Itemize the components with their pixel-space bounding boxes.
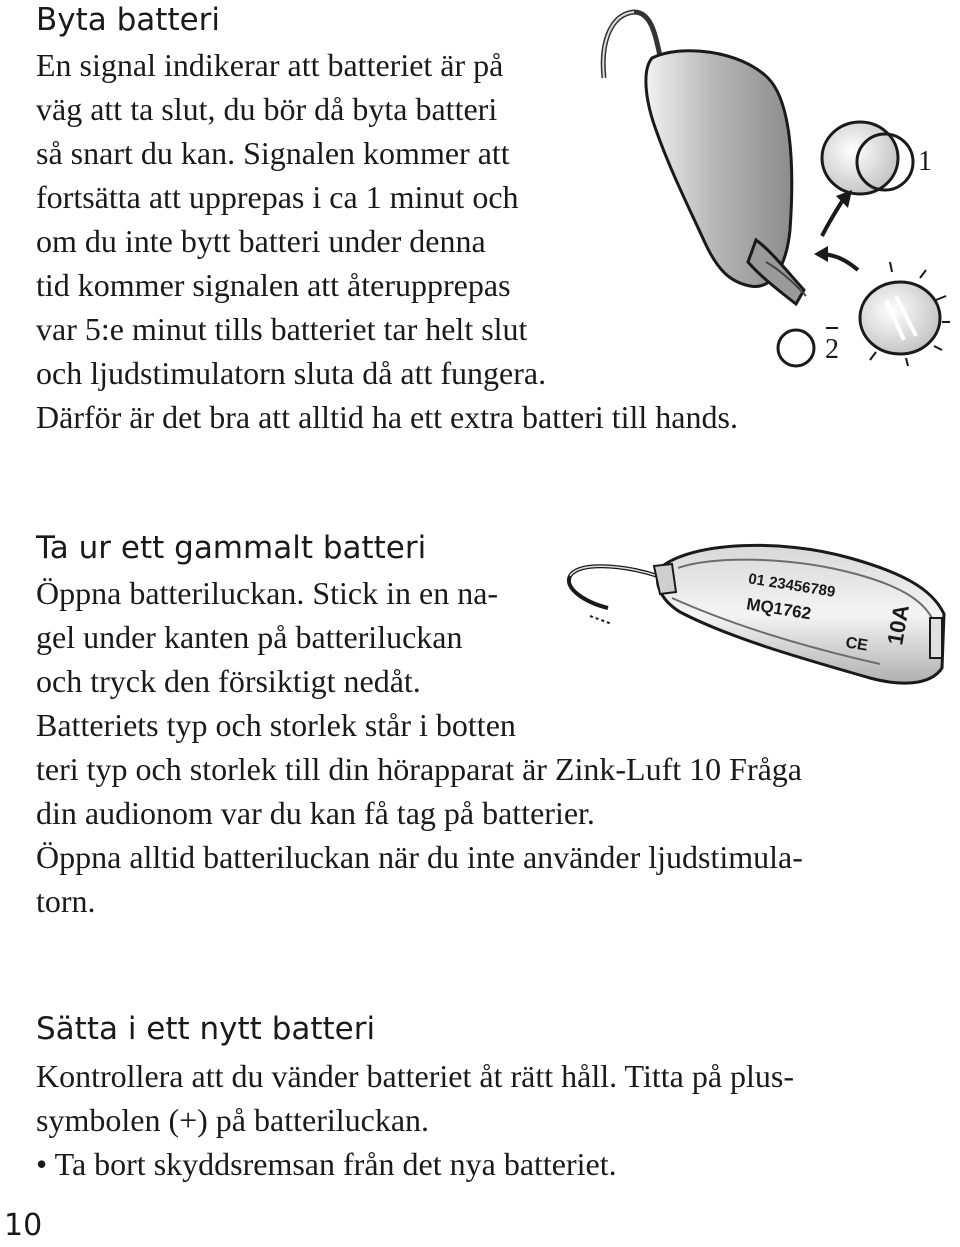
figure-label-2: 2 (825, 334, 839, 365)
paragraph-line: om du inte bytt batteri under denna (36, 223, 486, 259)
model-number-text: MQ1762 (745, 594, 813, 624)
paragraph-line: En signal indikerar att batteriet är på (36, 47, 504, 83)
paragraph-line: så snart du kan. Signalen kommer att (36, 135, 510, 171)
paragraph-line: Öppna batteriluckan. Stick in en na- (36, 575, 499, 611)
device-label-illustration (560, 528, 960, 708)
paragraph-line: Öppna alltid batteriluckan när du inte använder ljudstimula- (36, 839, 803, 875)
paragraph-line: gel under kanten på batteriluckan (36, 619, 463, 655)
section-heading-ta-ur-batteri: Ta ur ett gammalt batteri (36, 530, 427, 566)
section-heading-satta-i-batteri: Sätta i ett nytt batteri (36, 1011, 376, 1047)
paragraph-line: teri typ och storlek till din hörapparat är Zink-Luft 10 Fråga (36, 751, 802, 787)
serial-number-text: 01 23456789 (747, 570, 837, 601)
figure-label-1: 1 (918, 146, 932, 177)
paragraph-line: var 5:e minut tills batteriet tar helt slut (36, 311, 528, 347)
paragraph-line: symbolen (+) på batteriluckan. (36, 1102, 430, 1138)
paragraph-line: Batteriets typ och storlek står i botten (36, 707, 516, 743)
paragraph-line: tid kommer signalen att återupprepas (36, 267, 511, 303)
battery-icon (860, 282, 940, 354)
page-number: 10 (4, 1208, 43, 1243)
section-heading-byta-batteri: Byta batteri (36, 2, 221, 38)
paragraph-line: Kontrollera att du vänder batteriet åt rätt håll. Titta på plus- (36, 1058, 795, 1094)
battery-replacement-illustration (590, 0, 960, 400)
paragraph-line: och ljudstimulatorn sluta då att fungera. (36, 355, 547, 391)
battery-size-text: 10A (882, 602, 914, 647)
paragraph-line: torn. (36, 883, 96, 919)
paragraph-line: din audionom var du kan få tag på batterier. (36, 795, 595, 831)
paragraph-line: Därför är det bra att alltid ha ett extra batteri till hands. (36, 399, 738, 435)
bullet-item: • Ta bort skyddsremsan från det nya batteriet. (36, 1146, 617, 1182)
ce-mark: CE (844, 634, 869, 655)
paragraph-line: och tryck den försiktigt nedåt. (36, 663, 421, 699)
paragraph-line: väg att ta slut, du bör då byta batteri (36, 91, 498, 127)
paragraph-line: fortsätta att upprepas i ca 1 minut och (36, 179, 519, 215)
